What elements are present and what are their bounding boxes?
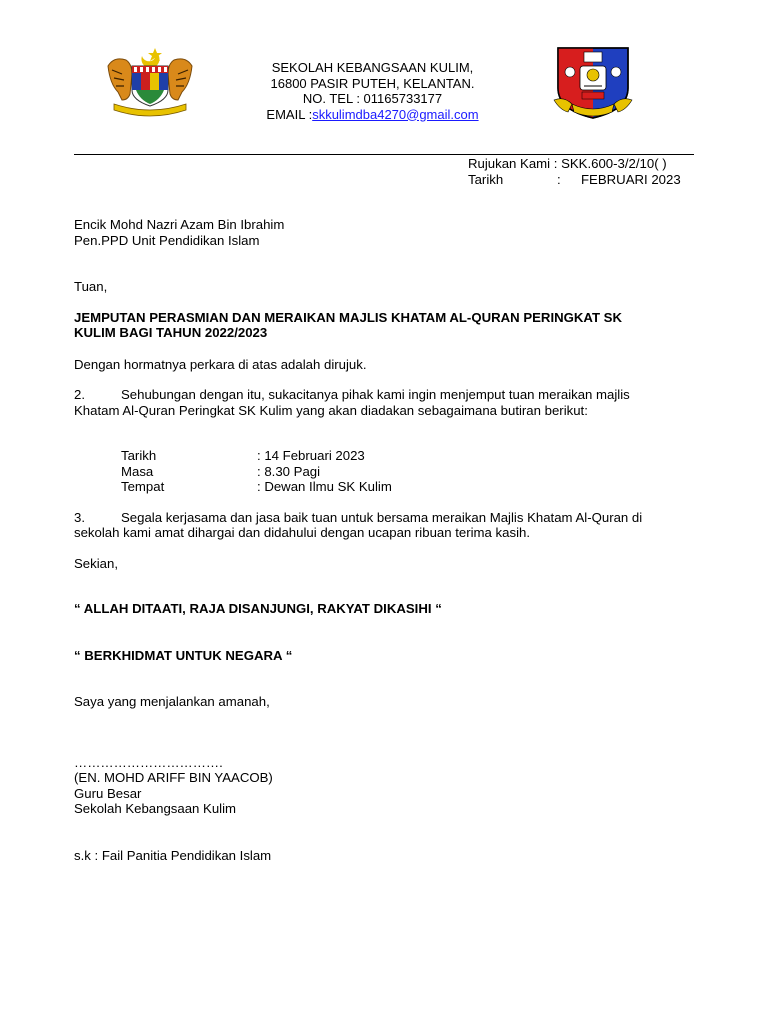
detail-value-tarikh: : 14 Februari 2023: [257, 448, 365, 463]
detail-label-tempat: Tempat: [121, 479, 165, 494]
paragraph-1: Dengan hormatnya perkara di atas adalah dirujuk.: [74, 357, 367, 372]
subject-line-2: KULIM BAGI TAHUN 2022/2023: [74, 325, 268, 340]
paragraph-3-line-1: Segala kerjasama dan jasa baik tuan untuk bersama meraikan Majlis Khatam Al-Quran di: [121, 510, 643, 525]
paragraph-3-number: 3.: [74, 510, 85, 525]
detail-label-tarikh: Tarikh: [121, 448, 157, 463]
detail-value-tempat: : Dewan Ilmu SK Kulim: [257, 479, 392, 494]
paragraph-2-line-1: Sehubungan dengan itu, sukacitanya pihak kami ingin menjemput tuan meraikan majlis: [121, 387, 630, 402]
email-label: EMAIL :: [266, 106, 313, 122]
signatory-position: Guru Besar: [74, 786, 142, 801]
signature-line: …………………………….: [74, 755, 223, 770]
subject-line-1: JEMPUTAN PERASMIAN DAN MERAIKAN MAJLIS KHATAM AL-QURAN PERINGKAT SK: [74, 310, 623, 325]
school-name: SEKOLAH KEBANGSAAN KULIM,: [271, 60, 474, 75]
reference-number: Rujukan Kami : SKK.600-3/2/10( ): [468, 156, 667, 171]
recipient-title: Pen.PPD Unit Pendidikan Islam: [74, 233, 260, 248]
signatory-school: Sekolah Kebangsaan Kulim: [74, 801, 237, 816]
carbon-copy: s.k : Fail Panitia Pendidikan Islam: [74, 848, 272, 863]
header-divider: [74, 154, 694, 155]
salutation: Tuan,: [74, 279, 108, 294]
email-link[interactable]: skkulimdba4270@gmail.com: [312, 106, 479, 122]
letterhead: [230, 60, 515, 122]
date-separator: :: [557, 172, 561, 187]
paragraph-2-line-2: Khatam Al-Quran Peringkat SK Kulim yang akan diadakan sebagaimana butiran berikut:: [74, 403, 588, 418]
trust-line: Saya yang menjalankan amanah,: [74, 694, 270, 709]
date-label: Tarikh: [468, 172, 504, 187]
school-address: 16800 PASIR PUTEH, KELANTAN.: [270, 75, 475, 91]
paragraph-3-line-2: sekolah kami amat dihargai dan didahului dengan ucapan ribuan terima kasih.: [74, 525, 530, 540]
paragraph-2-number: 2.: [74, 387, 85, 402]
coat-of-arms-logo: [100, 44, 200, 118]
recipient-name: Encik Mohd Nazri Azam Bin Ibrahim: [74, 217, 285, 232]
slogan-1: “ ALLAH DITAATI, RAJA DISANJUNGI, RAKYAT DIKASIHI “: [74, 601, 442, 616]
date-value: FEBRUARI 2023: [581, 172, 681, 187]
signatory-name: (EN. MOHD ARIFF BIN YAACOB): [74, 770, 273, 785]
school-email-line: [230, 107, 515, 123]
school-phone: NO. TEL : 01165733177: [302, 91, 443, 106]
school-crest-logo: [548, 42, 638, 122]
closing: Sekian,: [74, 556, 118, 571]
detail-label-masa: Masa: [121, 464, 154, 479]
detail-value-masa: : 8.30 Pagi: [257, 464, 321, 479]
slogan-2: “ BERKHIDMAT UNTUK NEGARA “: [74, 648, 293, 663]
